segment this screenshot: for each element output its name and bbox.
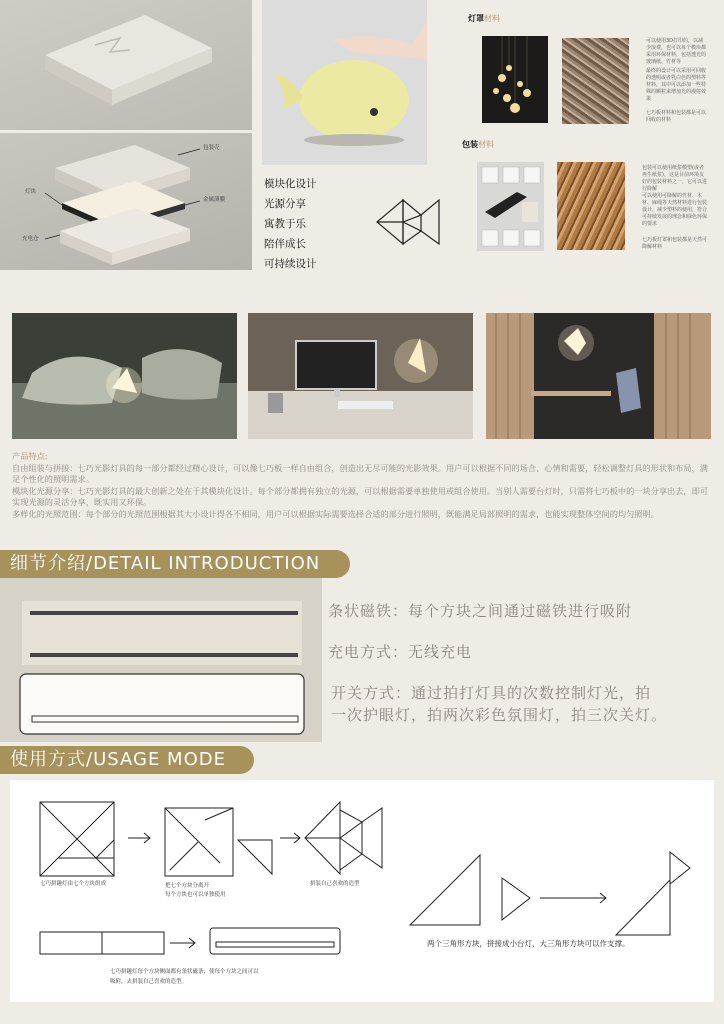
tangram-fish-logo	[373, 195, 443, 250]
label-shell: 包装壳	[203, 145, 220, 151]
living-room-photo	[486, 313, 711, 439]
lampshade-material-title: 灯罩材料	[468, 14, 500, 23]
feature-list	[264, 174, 317, 274]
product-features	[12, 451, 714, 520]
usage-section-title: 使用方式/USAGE MODE	[0, 746, 254, 774]
feature-item: 模块化设计	[264, 178, 317, 190]
product-feature-modular: 模块化光源分享：七巧光影灯具的最大创新之处在于其模块化设计。每个部分都拥有独立的光源，可以根据需要单独使用或组合使用。当别人需要台灯时，只需将七巧板中的一块分享出去，即可实现光源的灵活分享，既实用又环保。	[12, 485, 708, 507]
paper-packaging-photo	[477, 162, 544, 251]
packaging-material-title: 包装材料	[462, 140, 494, 149]
desk-photo	[248, 313, 473, 439]
feature-item: 光源分享	[264, 198, 306, 210]
feature-item: 寓教于乐	[264, 218, 306, 230]
whale-lamp-photo	[262, 0, 427, 165]
box-photo-closed	[0, 0, 252, 130]
label-charger: 充电仓	[22, 236, 39, 242]
detail-section-title: 细节介绍/DETAIL INTRODUCTION	[0, 550, 350, 578]
chandelier-photo	[482, 36, 548, 123]
lampshade-text-3: 七巧板材料和包装都是可以回收的材料	[646, 110, 707, 123]
packaging-text-2: 可以使用可降解的竹材、木材、麻绳等天然材料进行包装设计，减少塑料的使用，符合可持续发展的理念和绿色环保的要求	[642, 193, 708, 227]
box-photo-exploded	[0, 133, 252, 270]
usage-triangles-caption: 两个三角形方块，拼接成小台灯，大三角形方块可以作支撑。	[427, 939, 630, 948]
label-lamp-block: 灯块	[25, 189, 37, 195]
usage-magnet-caption-2: 吸附，去拼装自己喜欢的造型。	[110, 979, 188, 985]
detail-image	[0, 578, 322, 742]
shell-material-photo	[562, 38, 629, 124]
lampshade-text-1: 可以使用3D打印的，以减少浪费，也可以每个模块都采用环保材料，包括透光的玻璃纸、竹材等	[646, 38, 707, 65]
product-features-heading: 产品特点:	[12, 451, 48, 461]
usage-magnet-caption-1: 七巧拼趣灯每个方块侧面都有条状磁条，使每个方块之间可以	[110, 969, 259, 975]
product-feature-range: 多样化的光照范围：每个部分的光照范围根据其大小设计得各不相同，用户可以根据实际需要选择合适的部分进行照明，既能满足局部照明的需求，也能实现整体空间的均匀照明。	[12, 508, 659, 519]
usage-step-1: 七巧拼趣灯由七个方块组成	[40, 881, 107, 887]
usage-panel	[10, 780, 714, 1002]
usage-step-3: 拼装自己喜欢的造型	[310, 881, 360, 887]
packaging-text-1: 包装可以使用纸浆模塑(或者再生纸浆)，这是目前环境友好的包装材料之一，它可以进行降解	[642, 165, 708, 192]
detail-switch-line-1: 开关方式：通过拍打灯具的次数控制灯光，拍	[331, 684, 652, 702]
label-metal-plate: 金属薄膜	[203, 197, 226, 203]
product-feature-assembly: 自由组装与拼接：七巧光影灯具的每一部分都经过精心设计，可以像七巧板一样自由组合，创造出无尽可能的光影效果。用户可以根据不同的场合、心情和需要，轻松调整灯具的形状和布局，满足个性化的照明需求。	[12, 462, 708, 484]
usage-step-2b: 每个方块也可以单独使用	[165, 892, 226, 898]
lampshade-text-2: 最终的设计可以采用可回收的透明或者乳白色的塑料等材料，其中可以添加一些特殊的颗粒来增加光的漫射效果	[646, 68, 707, 102]
detail-magnet: 条状磁铁：每个方块之间通过磁铁进行吸附	[328, 602, 633, 620]
feature-item: 可持续设计	[264, 258, 317, 270]
packaging-text-3: 七巧板灯罩和包装都是天然可降解材料	[642, 237, 708, 250]
bedroom-photo	[12, 313, 237, 439]
detail-charging: 充电方式：无线充电	[328, 643, 473, 661]
detail-switch-line-2: 一次护眼灯，拍两次彩色氛围灯，拍三次关灯。	[331, 706, 668, 724]
bamboo-photo	[557, 162, 625, 250]
feature-item: 陪伴成长	[264, 238, 306, 250]
usage-step-2a: 把七个方块分离开	[165, 883, 210, 889]
